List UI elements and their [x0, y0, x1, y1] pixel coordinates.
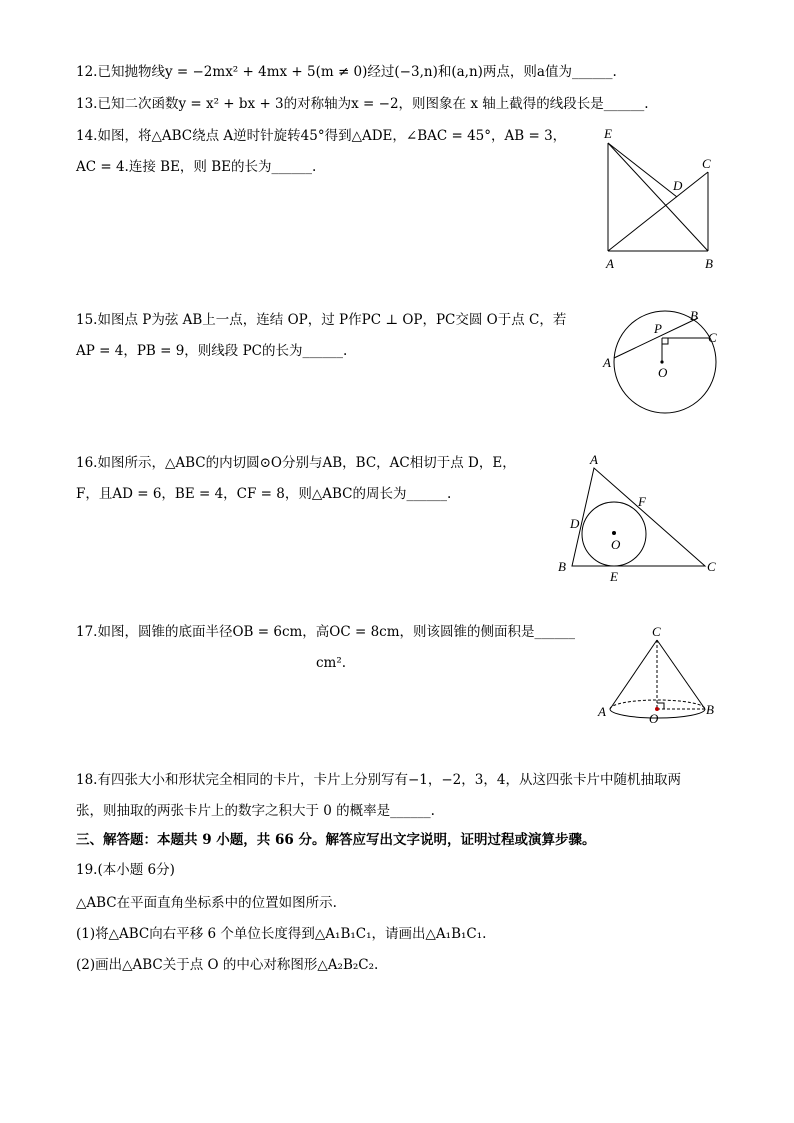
label-E: E — [610, 569, 618, 584]
question-19-part-2: (2)画出△ABC关于点 O 的中心对称图形△A₂B₂C₂. — [76, 957, 379, 973]
label-A: A — [598, 704, 606, 719]
section-3-heading: 三、解答题：本题共 9 小题，共 66 分。解答应写出文字说明，证明过程或演算步骤。 — [76, 832, 596, 848]
question-19-intro: △ABC在平面直角坐标系中的位置如图所示. — [76, 895, 337, 911]
question-19-header: 19.(本小题 6分) — [76, 862, 175, 878]
label-B: B — [706, 702, 714, 717]
question-18-line-1: 18.有四张大小和形状完全相同的卡片，卡片上分别写有−1，−2，3，4，从这四张卡片中随机抽取两 — [76, 772, 681, 788]
question-14-line-2: AC = 4.连接 BE，则 BE的长为______. — [76, 159, 317, 175]
label-A: A — [590, 452, 598, 467]
question-12: 12.已知抛物线y = −2mx² + 4mx + 5(m ≠ 0)经过(−3,n)和(a,n)两点，则a值为______. — [76, 64, 617, 80]
label-E: E — [604, 126, 612, 141]
label-C: C — [708, 330, 717, 345]
label-O: O — [658, 365, 668, 380]
question-16-line-1: 16.如图所示，△ABC的内切圆⊙O分别与AB，BC，AC相切于点 D，E， — [76, 455, 516, 471]
label-O: O — [611, 537, 621, 552]
label-B: B — [690, 308, 698, 323]
label-D: D — [570, 516, 580, 531]
question-17-line-2: cm². — [316, 655, 347, 671]
question-19-part-1: (1)将△ABC向右平移 6 个单位长度得到△A₁B₁C₁，请画出△A₁B₁C₁. — [76, 926, 487, 942]
label-D: D — [673, 178, 683, 193]
question-15-line-2: AP = 4，PB = 9，则线段 PC的长为______. — [76, 343, 348, 359]
label-F: F — [638, 494, 646, 509]
question-16-line-2: F，且AD = 6，BE = 4，CF = 8，则△ABC的周长为______. — [76, 486, 452, 502]
label-A: A — [603, 355, 611, 370]
label-A: A — [606, 256, 614, 271]
question-14-line-1: 14.如图，将△ABC绕点 A逆时针旋转45°得到△ADE，∠BAC = 45°，AB = 3， — [76, 128, 567, 144]
label-C: C — [652, 624, 661, 639]
label-B: B — [558, 559, 566, 574]
question-13: 13.已知二次函数y = x² + bx + 3的对称轴为x = −2，则图象在 x 轴上截得的线段长是______. — [76, 96, 649, 112]
question-15-line-1: 15.如图点 P为弦 AB上一点，连结 OP，过 P作PC ⊥ OP，PC交圆 O于点 C，若 — [76, 312, 567, 328]
label-B: B — [705, 256, 713, 271]
question-17-line-1: 17.如图，圆锥的底面半径OB = 6cm，高OC = 8cm，则该圆锥的侧面积是______ — [76, 624, 576, 640]
label-C: C — [702, 156, 711, 171]
label-C: C — [707, 559, 716, 574]
question-18-line-2: 张，则抽取的两张卡片上的数字之积大于 0 的概率是______. — [76, 803, 435, 819]
label-O: O — [649, 711, 659, 726]
label-P: P — [654, 321, 662, 336]
